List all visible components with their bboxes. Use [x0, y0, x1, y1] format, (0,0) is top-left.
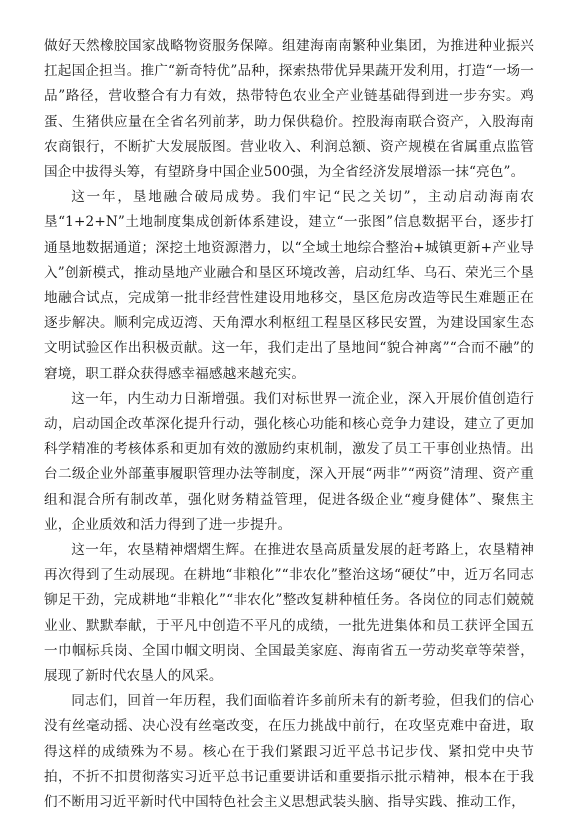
paragraph-3: 这一年，内生动力日渐增强。我们对标世界一流企业，深入开展价值创造行动，启动国企改革深化提升行动，强化核心功能和核心竞争力建设，建立了更加科学精准的考核体系和更加有效的激励约束机制，激发了员工干事创业热情。出台二级企业外部董事履职管理办法等制度，深入开展“两非”“两资”清理、资产重组和混合所有制改革，强化财务精益管理，促进各级企业“瘦身健体”、聚焦主业，企业质效和活力得到了进一步提升。 — [44, 390, 534, 533]
document-page — [44, 34, 534, 815]
paragraph-1: 做好天然橡胶国家战略物资服务保障。组建海南南繁种业集团，为推进种业振兴扛起国企担当。推广“新奇特优”品种，探索热带优异果蔬开发利用，打造“一场一品”路径，营收整合有力有效，热带特色农业全产业链基础得到进一步夯实。鸡蛋、生猪供应量在全省名列前茅，助力保供稳价。控股海南联合资产，入股海南农商银行，不断扩大发展版图。营业收入、利润总额、资产规模在省属重点监管国企中拔得头筹，有望跻身中国企业500强，为全省经济发展增添一抹“亮色”。 — [44, 38, 534, 181]
paragraph-4: 这一年，农垦精神熠熠生辉。在推进农垦高质量发展的赶考路上，农垦精神再次得到了生动展现。在耕地“非粮化”“非农化”整治这场“硬仗”中，近万名同志铆足干劲，完成耕地“非粮化”“非农化”整改复耕种植任务。各岗位的同志们兢兢业业、默默奉献，于平凡中创造不平凡的成绩，一批先进集体和员工获评全国五一巾帼标兵岗、全国巾帼文明岗、全国最美家庭、海南省五一劳动奖章等荣誉，展现了新时代农垦人的风采。 — [44, 542, 534, 685]
paragraph-2: 这一年，垦地融合破局成势。我们牢记“民之关切”，主动启动海南农垦“1+2+N”土地制度集成创新体系建设，建立“一张图”信息数据平台，逐步打通垦地数据通道；深挖土地资源潜力，以“全域土地综合整治+城镇更新+产业导入”创新模式，推动垦地产业融合和垦区环境改善，启动红华、乌石、荣光三个垦地融合试点，完成第一批非经营性建设用地移交，垦区危房改造等民生难题正在逐步解决。顺利完成迈湾、天角潭水利枢纽工程垦区移民安置，为建设国家生态文明试验区作出积极贡献。这一年，我们走出了垦地间“貌合神离”“合而不融”的窘境，职工群众获得感幸福感越来越充实。 — [44, 189, 534, 382]
paragraph-5: 同志们，回首一年历程，我们面临着许多前所未有的新考验，但我们的信心没有丝毫动摇、决心没有丝毫改变，在压力挑战中前行，在攻坚克难中奋进，取得这样的成绩殊为不易。核心在于我们紧跟习近平总书记步伐、紧扣党中央节拍，不折不扣贯彻落实习近平总书记重要讲话和重要指示批示精神，根本在于我们不断用习近平新时代中国特色社会主义思想武装头脑、指导实践、推动工作， — [44, 693, 534, 811]
